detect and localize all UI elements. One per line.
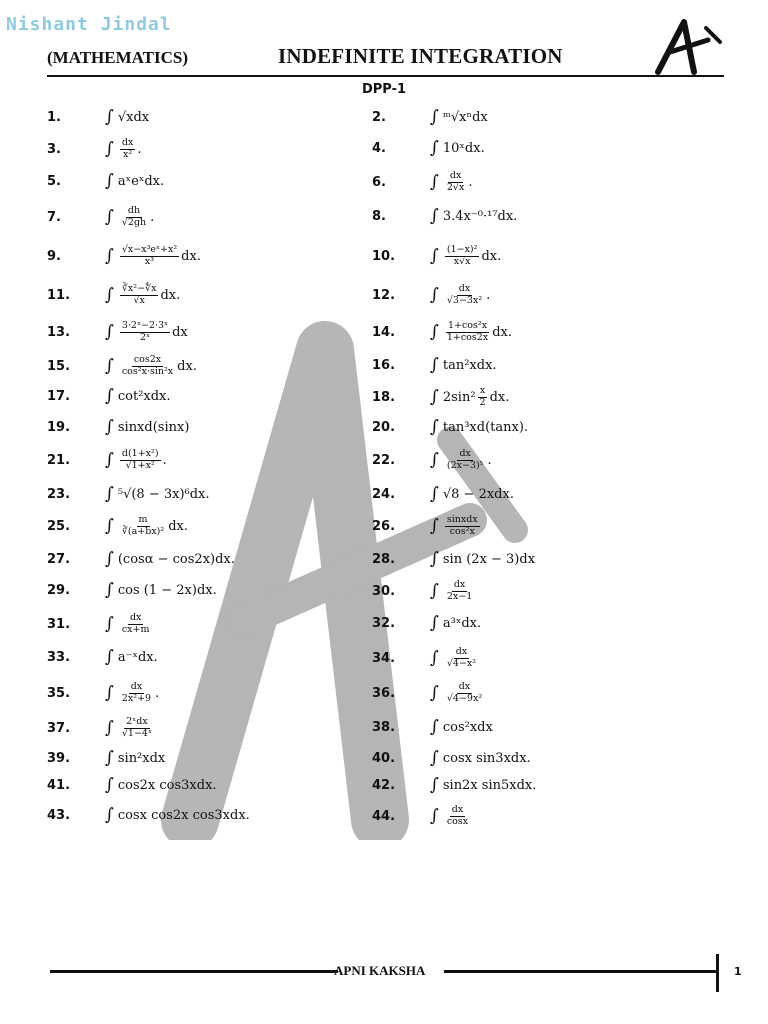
numerator: m [138,514,148,525]
integrand: √8 − 2xdx. [442,486,514,502]
integrand: tan³xd(tanx). [442,419,529,435]
integrand-suffix: . [155,685,160,701]
integrand: sin (2x − 3)dx [442,551,536,567]
question-item [47,417,189,437]
question-number: 26. [372,518,396,534]
integrand: ⁵√(8 − 3x)⁶dx. [117,486,210,502]
numerator: 1+cos²x [447,320,488,331]
fraction [120,355,175,378]
integrand: sin2x sin5xdx. [442,777,537,793]
integral-sign-icon: ∫ [105,647,114,667]
fraction [445,321,490,344]
question-item [47,717,156,740]
integral-sign-icon: ∫ [430,206,439,226]
integrand: 3.4x⁻⁰·¹⁷dx. [442,208,518,224]
denominator: √1−4ˣ [121,727,152,739]
question-number: 31. [47,616,71,632]
integral-sign-icon: ∫ [430,417,439,437]
question-number: 33. [47,649,71,665]
denominator: 2ˣ [139,331,151,343]
integral-expression [430,386,509,409]
integral-expression [105,484,210,504]
denominator: 2x−1 [446,590,473,602]
integrand-suffix: dx. [177,358,197,374]
question-item [47,245,201,268]
question-item [47,386,171,406]
integral-expression [430,805,472,828]
integrand-suffix: . [137,141,142,157]
fraction [445,647,478,670]
question-number: 43. [47,807,71,823]
integral-expression [105,449,167,472]
integral-expression [105,417,189,437]
integral-sign-icon: ∫ [430,549,439,569]
integrand: a⁻ˣdx. [117,649,158,665]
integral-sign-icon: ∫ [430,683,439,704]
denominator: x² [123,148,133,160]
question-number: 23. [47,486,71,502]
integral-sign-icon: ∫ [430,387,439,408]
integral-sign-icon: ∫ [105,516,114,537]
question-item [47,449,167,472]
integral-expression [430,775,536,795]
question-number: 21. [47,452,71,468]
numerator: dx [453,579,466,590]
integral-expression [105,549,235,569]
question-number: 25. [47,518,71,534]
question-item [47,138,141,161]
fraction [445,245,480,268]
question-item [372,206,517,226]
question-number: 39. [47,750,71,766]
integrand-suffix: . [162,452,167,468]
integral-expression [105,284,180,307]
integrand: aˣeˣdx. [117,173,165,189]
fraction [445,580,474,603]
integrand-suffix: dx. [181,248,201,264]
integral-expression [430,321,512,344]
integral-expression [430,417,528,437]
question-number: 38. [372,719,396,735]
question-number: 29. [47,582,71,598]
integral-sign-icon: ∫ [430,285,439,306]
fraction [445,682,484,705]
integral-sign-icon: ∫ [105,417,114,437]
integrand: cos²xdx [442,719,493,735]
integral-sign-icon: ∫ [430,775,439,795]
integral-sign-icon: ∫ [105,805,114,825]
integral-expression [105,647,158,667]
question-number: 15. [47,358,71,374]
integrand-suffix: . [150,209,155,225]
integral-expression [430,107,488,127]
denominator: 2√x [446,181,465,193]
numerator: (1−x)² [446,244,478,255]
question-item [372,417,528,437]
question-number: 19. [47,419,71,435]
integral-sign-icon: ∫ [105,683,114,704]
numerator: dh [127,205,141,216]
question-item [372,321,512,344]
integral-expression [430,682,486,705]
question-number: 17. [47,388,71,404]
question-item [47,206,154,229]
numerator: ∛x²−∜x [121,283,157,294]
question-item [372,355,497,375]
question-item [372,449,492,472]
integrand-suffix: dx. [492,324,512,340]
question-number: 32. [372,615,396,631]
integral-sign-icon: ∫ [430,484,439,504]
question-item [372,284,490,307]
integral-sign-icon: ∫ [430,516,439,537]
numerator: cos2x [133,354,162,365]
page-number: 1 [734,965,742,978]
question-item [372,549,535,569]
numerator: sinxdx [446,514,478,525]
integral-sign-icon: ∫ [105,614,114,635]
denominator: cx+m [121,623,150,635]
question-item [372,580,476,603]
question-number: 10. [372,248,396,264]
integral-sign-icon: ∫ [105,322,114,343]
integral-sign-icon: ∫ [105,718,114,739]
question-number: 34. [372,650,396,666]
integral-sign-icon: ∫ [105,171,114,191]
fraction [120,682,153,705]
integral-expression [430,484,514,504]
page-title: INDEFINITE INTEGRATION [278,44,563,68]
integral-expression [105,805,250,825]
question-item [372,647,480,670]
integral-expression [430,171,472,194]
question-number: 24. [372,486,396,502]
integral-sign-icon: ∫ [105,580,114,600]
integral-expression [105,682,159,705]
question-item [372,107,488,127]
question-item [47,775,217,795]
integral-sign-icon: ∫ [105,107,114,127]
integral-sign-icon: ∫ [105,484,114,504]
question-item [47,284,180,307]
fraction [120,613,152,636]
integrand: sinxd(sinx) [117,419,190,435]
sheet-label: DPP-1 [361,82,407,97]
question-item [372,682,486,705]
numerator: dx [459,448,471,459]
numerator: dx [458,283,471,294]
integral-expression [105,717,156,740]
integral-expression [105,515,188,538]
question-number: 9. [47,248,61,264]
fraction [478,386,488,409]
question-item [372,613,481,633]
denominator: √1+x² [125,459,155,471]
integral-sign-icon: ∫ [430,613,439,633]
fraction [445,449,486,472]
integral-expression [105,245,201,268]
numerator: d(1+x²) [121,448,159,459]
integrand-suffix: . [487,452,492,468]
denominator: x³ [144,255,155,267]
question-item [372,484,514,504]
question-item [47,171,164,191]
integral-sign-icon: ∫ [430,748,439,768]
integral-sign-icon: ∫ [430,355,439,375]
integral-sign-icon: ∫ [105,386,114,406]
integral-expression [105,138,141,161]
integral-expression [105,321,188,344]
question-number: 11. [47,287,71,303]
denominator: (2x−3)⁵ [446,459,484,471]
question-item [372,748,531,768]
integrand: a³ˣdx. [442,615,482,631]
numerator: dx [130,681,143,692]
integral-sign-icon: ∫ [430,107,439,127]
footer-brand: APNI KAKSHA [334,963,426,978]
integrand: sin²xdx [117,750,166,766]
numerator: 2ˣdx [126,716,148,727]
fraction [120,717,154,740]
subject-label: (MATHEMATICS) [47,48,189,67]
integrand: ᵐ√xⁿdx [442,109,488,125]
question-item [372,805,472,828]
question-item [47,549,235,569]
footer-rule-left [50,970,338,973]
question-item [47,682,159,705]
integral-sign-icon: ∫ [430,172,439,193]
numerator: dx [121,137,134,148]
question-item [47,107,149,127]
denominator: √2gh [121,216,147,228]
integrand: tan²xdx. [442,357,497,373]
integral-sign-icon: ∫ [105,450,114,471]
question-item [372,171,472,194]
integrand-suffix: dx. [168,518,188,534]
question-number: 4. [372,140,386,156]
denominator: 1+cos2x [446,331,489,343]
integrand: cos (1 − 2x)dx. [117,582,217,598]
question-item [372,775,536,795]
fraction [120,284,159,307]
question-number: 7. [47,209,61,225]
fraction [445,515,480,538]
integral-expression [430,449,492,472]
integral-expression [105,206,154,229]
integrand-suffix: dx. [481,248,502,264]
fraction [120,449,161,472]
fraction [445,284,484,307]
numerator: dx [129,612,142,623]
integrand: cot²xdx. [117,388,171,404]
question-item [372,245,501,268]
denominator: √x [133,294,145,306]
question-number: 3. [47,141,61,157]
question-item [47,355,197,378]
question-number: 14. [372,324,396,340]
integral-expression [430,748,531,768]
question-number: 2. [372,109,386,125]
integral-sign-icon: ∫ [430,581,439,602]
integral-expression [105,355,197,378]
numerator: dx [449,170,462,181]
integral-sign-icon: ∫ [430,450,439,471]
integral-sign-icon: ∫ [105,356,114,377]
question-item [372,138,485,158]
integrand: cosx cos2x cos3xdx. [117,807,250,823]
author-stamp: Nishant Jindal [6,14,172,35]
integral-expression [430,613,481,633]
integral-expression [430,647,480,670]
integral-expression [105,748,165,768]
footer-bar [716,954,719,992]
denominator: cosx [446,815,469,827]
question-number: 20. [372,419,396,435]
question-item [47,805,250,825]
fraction [445,805,470,828]
integral-sign-icon: ∫ [105,549,114,569]
integral-expression [430,245,501,268]
integral-expression [430,549,535,569]
denominator: √4−x² [446,657,477,669]
denominator: 2x²+9 [121,692,152,704]
question-number: 40. [372,750,396,766]
question-number: 22. [372,452,396,468]
question-number: 35. [47,685,71,701]
question-number: 28. [372,551,396,567]
integral-sign-icon: ∫ [105,139,114,160]
denominator: ∛(a+bx)² [121,525,165,537]
fraction [120,515,166,538]
integrand-suffix: . [468,174,473,190]
integral-expression [430,580,476,603]
integrand-suffix: . [486,287,491,303]
integral-sign-icon: ∫ [430,806,439,827]
question-item [47,748,165,768]
integral-expression [105,613,154,636]
brand-logo-icon [650,18,726,76]
fraction [120,321,170,344]
integral-expression [430,206,517,226]
integral-sign-icon: ∫ [105,246,114,267]
question-item [372,386,509,409]
integral-sign-icon: ∫ [430,246,439,267]
question-number: 42. [372,777,396,793]
denominator: √3−3x² [446,294,483,306]
numerator: √x−x³eˣ+x² [121,244,178,255]
integrand: cosx sin3xdx. [442,750,531,766]
fraction [120,206,148,229]
header-rule [47,75,724,77]
question-number: 6. [372,174,386,190]
integral-expression [430,717,493,737]
denominator: cos²x·sin²x [121,365,174,377]
integral-expression [430,515,482,538]
integrand-suffix: dx. [160,287,181,303]
question-item [47,647,158,667]
integral-sign-icon: ∫ [430,648,439,669]
integral-expression [430,355,497,375]
integral-sign-icon: ∫ [430,138,439,158]
numerator: dx [458,681,471,692]
question-number: 44. [372,808,396,824]
question-item [372,717,493,737]
denominator: cos²x [449,525,475,537]
question-number: 16. [372,357,396,373]
question-item [47,580,217,600]
question-number: 5. [47,173,61,189]
integral-sign-icon: ∫ [105,748,114,768]
fraction [445,171,466,194]
question-number: 27. [47,551,71,567]
integral-expression [105,386,171,406]
question-item [47,484,210,504]
denominator: √4−9x² [446,692,483,704]
denominator: x√x [453,255,471,267]
numerator: dx [455,646,468,657]
integrand-suffix: dx [172,324,188,340]
numerator: x [479,385,486,396]
integrand-suffix: dx. [489,389,510,405]
question-number: 1. [47,109,61,125]
integral-sign-icon: ∫ [105,775,114,795]
question-number: 18. [372,389,396,405]
question-number: 41. [47,777,71,793]
integral-sign-icon: ∫ [105,207,114,228]
integral-expression [430,138,485,158]
integrand: 10ˣdx. [442,140,485,156]
numerator: 3·2ˣ−2·3ˣ [121,320,169,331]
question-item [47,321,188,344]
denominator: 2 [479,396,486,408]
integral-sign-icon: ∫ [430,322,439,343]
integrand-prefix: 2sin² [442,389,476,405]
integral-expression [105,775,217,795]
question-number: 37. [47,720,71,736]
integral-sign-icon: ∫ [430,717,439,737]
fraction [120,245,179,268]
question-number: 30. [372,583,396,599]
integrand: √xdx [117,109,150,125]
question-number: 36. [372,685,396,701]
integral-expression [105,171,164,191]
integrand: cos2x cos3xdx. [117,777,217,793]
footer-rule-right [444,970,718,973]
question-number: 13. [47,324,71,340]
question-item [372,515,482,538]
question-item [47,613,154,636]
integrand: (cosα − cos2x)dx. [117,551,235,567]
question-number: 12. [372,287,396,303]
numerator: dx [451,804,464,815]
fraction [120,138,135,161]
question-number: 8. [372,208,386,224]
integral-sign-icon: ∫ [105,285,114,306]
question-item [47,515,188,538]
integral-expression [105,580,217,600]
integral-expression [430,284,490,307]
integral-expression [105,107,149,127]
